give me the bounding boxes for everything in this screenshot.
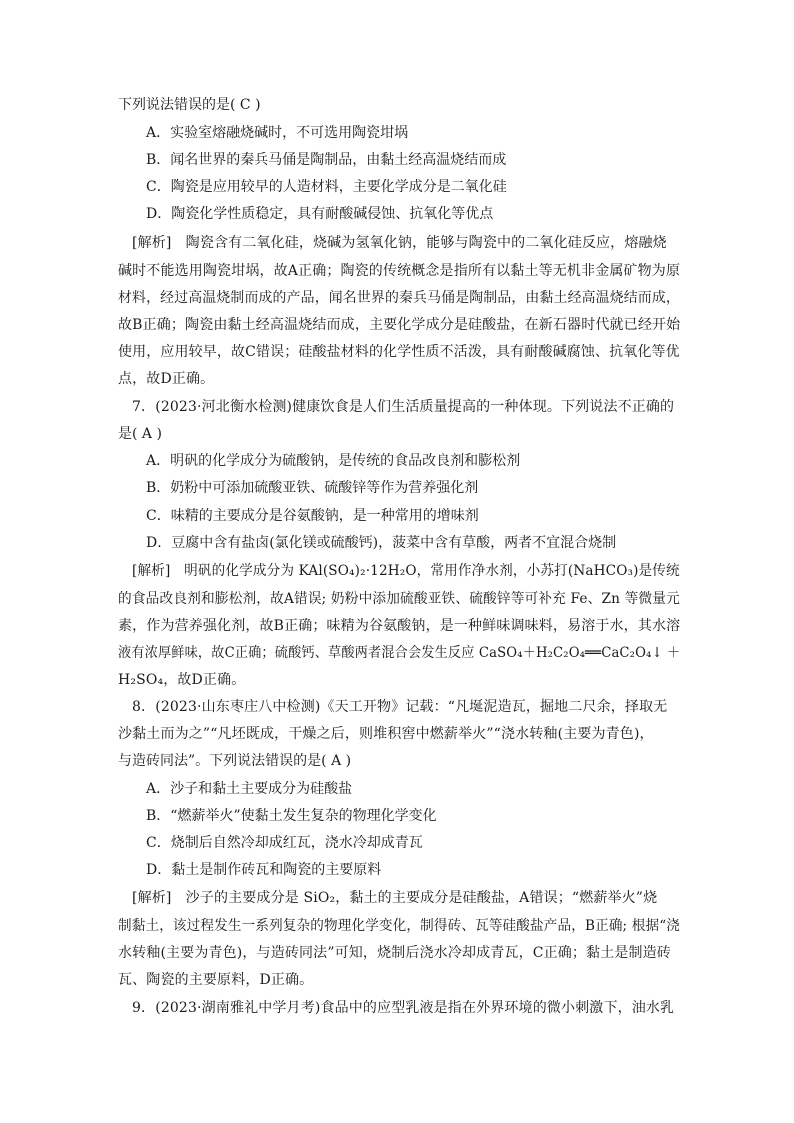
q6-analysis-line: 碱时不能选用陶瓷坩埚，故A正确；陶瓷的传统概念是指所有以黏土等无机非金属矿物为原 [118,263,681,279]
q6-analysis-line: 点，故D正确。 [118,371,215,387]
q6-option-d: D．陶瓷化学性质稳定，具有耐酸碱侵蚀、抗氧化等优点 [146,206,494,222]
q8-stem-line: 沙黏土而为之”“凡坯既成，干燥之后，则堆积窖中燃薪举火”“浇水转釉(主要为青色)， [118,726,654,742]
q8-analysis-line: 制黏土，该过程发生一系列复杂的物理化学变化，制得砖、瓦等硅酸盐产品，B正确; 根据“浇 [118,918,681,934]
q8-stem-line: 与造砖同法”。下列说法错误的是( A ) [118,753,352,769]
q7-analysis-line: 液有浓厚鲜味，故C正确；硫酸钙、草酸两者混合会发生反应 CaSO₄＋H₂C₂O₄══CaC₂O₄↓ ＋ [118,645,681,661]
q9-stem-line: 9．(2023·湖南雅礼中学月考)食品中的应型乳液是指在外界环境的微小刺激下，油水乳 [132,1000,675,1016]
q7-option-d: D．豆腐中含有盐卤(氯化镁或硫酸钙)，菠菜中含有草酸，两者不宜混合烧制 [146,535,617,551]
q7-analysis-line: [解析] 明矾的化学成分为 KAl(SO₄)₂·12H₂O，常用作净水剂，小苏打(NaHCO₃)是传统 [132,563,680,579]
q8-option-c: C．烧制后自然冷却成红瓦，浇水冷却成青瓦 [146,835,423,851]
q8-stem-line: 8．(2023·山东枣庄八中检测)《天工开物》记载：“凡埏泥造瓦，掘地二尺余，择取无 [132,699,668,715]
q6-analysis-line: 使用，应用较早，故C错误；硅酸盐材料的化学性质不活泼，具有耐酸碱腐蚀、抗氧化等优 [118,344,680,360]
q7-option-c: C．味精的主要成分是谷氨酸钠，是一种常用的增味剂 [146,508,479,524]
q8-option-a: A．沙子和黏土主要成分为硅酸盐 [146,781,353,797]
q7-analysis-line: 素，作为营养强化剂，故B正确；味精为谷氨酸钠，是一种鲜味调味料，易溶于水，其水溶 [118,618,681,634]
q7-analysis-line: 的食品改良剂和膨松剂，故A错误; 奶粉中添加硫酸亚铁、硫酸锌等可补充 Fe、Zn 等微量元 [118,591,680,607]
q6-analysis-line: 材料，经过高温烧制而成的产品，闻名世界的秦兵马俑是陶制品，由黏土经高温烧结而成， [118,290,680,306]
q8-option-d: D．黏土是制作砖瓦和陶瓷的主要原料 [146,862,382,878]
q7-option-a: A．明矾的化学成分为硫酸钠，是传统的食品改良剂和膨松剂 [146,453,521,469]
q6-analysis-line: 故B正确；陶瓷由黏土经高温烧结而成，主要化学成分是硅酸盐，在新石器时代就已经开始 [118,317,681,333]
q7-stem-line: 7．(2023·河北衡水检测)健康饮食是人们生活质量提高的一种体现。下列说法不正确的 [132,399,675,415]
q7-stem-line: 是( A ) [118,426,162,442]
q8-analysis-line: 水转釉(主要为青色)，与造砖同法”可知，烧制后浇水冷却成青瓦，C正确；黏土是制造砖 [118,945,671,961]
q7-analysis-line: H₂SO₄，故D正确。 [118,672,246,688]
q6-analysis-line: [解析] 陶瓷含有二氧化硅，烧碱为氢氧化钠，能够与陶瓷中的二氧化硅反应，熔融烧 [132,235,667,251]
q7-option-b: B．奶粉中可添加硫酸亚铁、硫酸锌等作为营养强化剂 [146,480,479,496]
q8-analysis-line: 瓦、陶瓷的主要原料，D正确。 [118,972,314,988]
q6-option-b: B．闻名世界的秦兵马俑是陶制品，由黏土经高温烧结而成 [146,152,507,168]
q8-option-b: B．“燃薪举火”使黏土发生复杂的物理化学变化 [146,808,437,824]
q6-option-c: C．陶瓷是应用较早的人造材料，主要化学成分是二氧化硅 [146,179,507,195]
q8-analysis-line: [解析] 沙子的主要成分是 SiO₂，黏土的主要成分是硅酸盐，A错误；“燃薪举火”烧 [132,890,658,906]
q6-stem: 下列说法错误的是( C ) [118,97,261,113]
q6-option-a: A．实验室熔融烧碱时，不可选用陶瓷坩埚 [146,125,409,141]
